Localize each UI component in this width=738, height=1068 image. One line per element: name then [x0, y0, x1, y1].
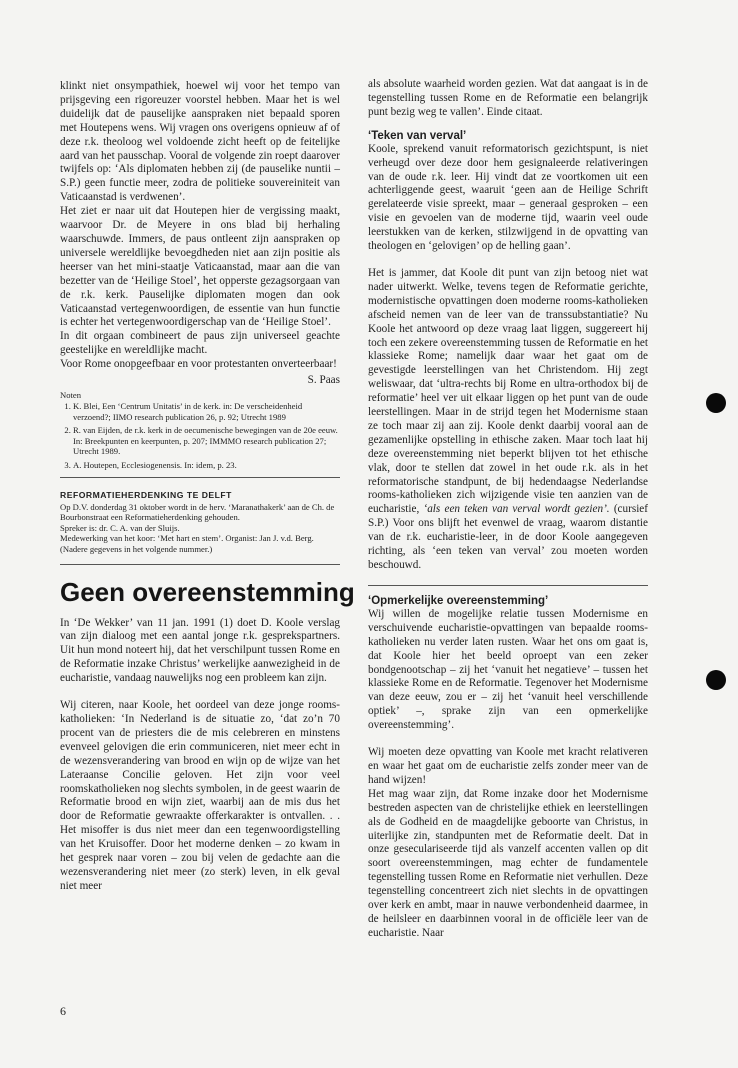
- announcement-box: [60, 490, 340, 555]
- divider: [60, 564, 340, 565]
- announcement-line: (Nadere gegevens in het volgende nummer.): [60, 543, 213, 554]
- body-paragraph: Het mag waar zijn, dat Rome inzake door het Modernisme bestreden aspecten van de christelijke ethiek en leerstellingen als de Godheid en de maagdelijke geboorte van Christus, in uiterlijke zin, standpunten met de Reformatie deelt. Dat in onze geseculariseerde tijd als vanzelf accenten vallen op dit soort overeenstemmingen, mag echter de fundamentele tegenstelling tussen Rome en Reformatie niet verhullen. Deze tegenstelling concentreert zich niet slechts in de opvattingen over kerk en ambt, maar in nauwe verbondenheid daarmee, in de heilsleer en daarbinnen vooral in de officiële leer van de eucharistie. Naar: [368, 787, 648, 939]
- section-subheading: ‘Opmerkelijke overeenstemming’: [368, 594, 549, 607]
- article-headline: Geen overeenstemming: [60, 576, 355, 607]
- announcement-line: Op D.V. donderdag 31 oktober wordt in de herv. ‘Maranathakerk’ aan de Ch. de Bourbonstraat een Reformatieherdenking gehouden.: [60, 501, 335, 523]
- body-paragraph: als absolute waarheid worden gezien. Wat dat aangaat is in de tegenstelling tussen Rome en de Reformatie een belangrijk punt bezig weg te vallen’. Einde citaat.: [368, 78, 648, 118]
- article-lead: In ‘De Wekker’ van 11 jan. 1991 (1) doet D. Koole verslag van zijn dialoog met een aantal jonge r.k. gesprekspartners. Uit hun mond noteert hij, dat het verschilpunt tussen Rome en de Reformatie inzake Christus’ werkelijke aanwezigheid in de eucharistie, vandaag nauwelijks nog een probleem kan zijn.: [60, 616, 340, 685]
- note-item: 1. K. Blei, Een ‘Centrum Unitatis’ in de kerk. in: De verscheidenheid verzoend?; IIMO research publication 26, p. 92; Utrecht 1989: [73, 401, 340, 422]
- body-paragraph: Koole, sprekend vanuit reformatorisch gezichtspunt, is niet verheugd over deze door hem gesignaleerde relativeringen van de oude r.k. leer. Hij vindt dat ze voortkomen uit een achterliggende geest, waaruit ‘geen aan de Heilige Schrift gerelateerde visie spreekt, maar – generaal gesproken – een visie en gevoelen van de moderne tijd, waarin veel oude leerstukken van de kerken, stilzwijgend in de opvatting van theologen en ‘gelovigen’ op de helling gaan’.: [368, 142, 648, 253]
- body-paragraph: Wij moeten deze opvatting van Koole met kracht relativeren en waar het gaat om de eucharistie zelfs zonder meer van de hand wijzen!: [368, 746, 648, 786]
- body-text: Het is jammer, dat Koole dit punt van zijn betoog niet wat nader uitwerkt. Welke, tevens tegen de Reformatie gerichte, modernistische opvattingen doen moderne rooms-katholieken afscheid nemen van de leer van de transsubstantiatie? Nu Koole het antwoord op deze vraag laat liggen, suggereert hij toch een zekere overeenstemming tussen de Reformatie en het klassieke Rome; namelijk daar waar het gaat om de gevestigde leerstellingen van het Christendom. Hij zegt weliswaar, dat ‘ultra-rechts bij Rome en ultra-orthodox bij de reformatie’ heel ver uit elkaar liggen op het punt van de oude leerstellingen. Maar in de strijd tegen het Modernisme staan ze toch maar zij aan zij. Koole denkt daarbij vooral aan de gezamenlijke opstelling in ethische zaken. Maar toch laat hij deze overeenstemming niet beperkt blijven tot het ethische vlak, door te stellen dat zowel in het oude r.k. als in het reformatorische standpunt, de bij hedendaagse Nederlandse rooms-katholieken zich wijzigende visie ten aanzien van de eucharistie,: [368, 266, 648, 516]
- page-number: 6: [60, 1004, 66, 1018]
- announcement-title: REFORMATIEHERDENKING TE DELFT: [60, 489, 232, 500]
- section-subheading: ‘Teken van verval’: [368, 129, 467, 142]
- notes-list: [60, 401, 340, 471]
- note-item: 3. A. Houtepen, Ecclesiogenensis. In: idem, p. 23.: [73, 460, 340, 471]
- left-column: [60, 80, 355, 894]
- body-paragraph: [368, 267, 648, 573]
- punch-hole-mark: [706, 670, 726, 690]
- punch-hole-mark: [706, 393, 726, 413]
- right-column: [368, 78, 648, 941]
- italic-quote: ‘als een teken van verval wordt gezien’.: [423, 503, 610, 516]
- body-paragraph: Wij willen de mogelijke relatie tussen Modernisme en verschuivende eucharistie-opvattingen van bepaalde rooms-katholieken nu verder laten rusten. Waar het ons om gaat is, dat Koole hier het beeld oproept van een zeker bondgenootschap – zij het ‘vanuit het negatieve’ – tussen het klassieke Rome en de Reformatie. Tegenover het Modernisme van deze eeuw, zou er – zij het ‘vanuit heel verschillende optiek’ –, sprake zijn van een opmerkelijke overeenstemming’.: [368, 607, 648, 732]
- notes-heading: Noten: [60, 390, 82, 401]
- body-text: (cursief S.P.) Voor ons blijft het evenwel de vraag, waarom distantie van de r.k. eucharistie-leer, in de door Koole aangegeven richting, als ‘een teken van verval’ zou moeten worden beschouwd.: [368, 503, 648, 571]
- announcement-line: Spreker is: dr. C. A. van der Sluijs.: [60, 522, 180, 533]
- body-paragraph: Wij citeren, naar Koole, het oordeel van deze jonge rooms-katholieken: ‘In Nederland is de situatie zo, ‘dat zo’n 70 procent van de priesters die de mis celebreren en minstens evenveel gelovigen die erin communiceren, niet meer echt in de wezensverandering van brood en wijn op de wijze van het Lateraanse Concilie geloven. Het zijn voor veel roomskatholieken nog slechts symbolen, in de geest waarin de Reformatie brood en wijn ziet, waarbij aan de mis dus het door de Reformatie gewraakte offerkarakter is ontvallen. . . Het misoffer is dus niet meer dan een tegenwoordigstelling van het Kruisoffer. Door het moderne denken – zo kwam in het gesprek naar voren – zou bij velen de gedachte aan die wezensverandering niet meer (zo sterk) leven, in elk geval niet meer: [60, 699, 340, 892]
- divider: [368, 585, 648, 586]
- body-paragraph: Het ziet er naar uit dat Houtepen hier de vergissing maakt, waarvoor Dr. de Meyere in ons blad bij herhaling waarschuwde. Immers, de paus ontleent zijn aanspraken op universele wereldlijke bevoegdheden niet aan zijn positie als heerser van het mini-staatje Vaticaanstad, maar aan die van bezetter van de ‘Heilige Stoel’, het opperste gezagsorgaan van de r.k. kerk. Pauselijke diplomaten mogen dan ook Vaticaanstad vertegenwoordigen, de essentie van hun functie is echter het vertegenwoordigerschap van de ‘Heilige Stoel’.: [60, 205, 340, 329]
- announcement-line: Medewerking van het koor: ‘Met hart en stem’. Organist: Jan J. v.d. Berg.: [60, 533, 314, 544]
- author-signature: S. Paas: [307, 374, 340, 387]
- note-item: 2. R. van Eijden, de r.k. kerk in de oecumenische bewegingen van de 20e eeuw. In: Breekpunten en keerpunten, p. 207; IMMMO research publication 27; Utrecht 1989.: [73, 425, 340, 457]
- body-paragraph: Voor Rome onopgeefbaar en voor protestanten onverteerbaar!: [60, 358, 337, 371]
- body-paragraph: klinkt niet onsympathiek, hoewel wij voor het tempo van prijsgeving een rigoreuzer voorstel hebben. Maar het is wel duidelijk dat de pauselijke aanspraken niet bepaald sporen met Houtepens wens. Wij vragen ons overigens opnieuw af of deze r.k. theoloog wel voldoende zicht heeft op de feitelijke aard van het pausschap. Vooral de volgende zin roept daarover twijfels op: ‘Als diplomaten hebben zij (de pauselike nuntii – S.P.) geen functie meer, zodra de politieke souvereiniteit van Vaticaanstad is verdwenen’.: [60, 80, 340, 204]
- body-paragraph: In dit orgaan combineert de paus zijn universeel geachte geestelijke en wereldlijke macht.: [60, 330, 340, 357]
- divider: [60, 477, 340, 478]
